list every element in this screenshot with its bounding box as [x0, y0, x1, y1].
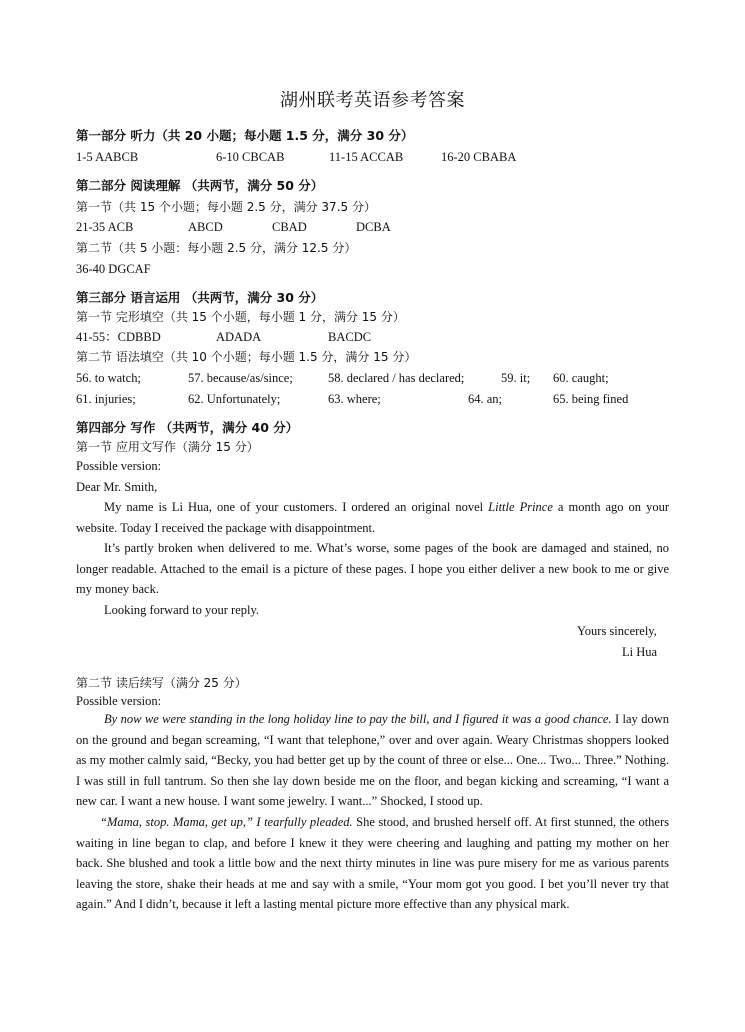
part2-answer-2: ABCD	[188, 220, 223, 234]
part4-section1-heading: 第一节 应用文写作（满分 15 分）	[76, 440, 259, 454]
part2-section1-heading: 第一节（共 15 个小题；每小题 2.5 分，满分 37.5 分）	[76, 200, 376, 214]
grammar-answer-64: 64. an;	[468, 392, 503, 406]
section2-possible-version: Possible version:	[76, 694, 162, 708]
letter-closing: Yours sincerely,	[577, 624, 657, 638]
part1-answer-4: 16-20 CBABA	[441, 150, 517, 164]
part1-answer-1: 1-5 AABCB	[76, 150, 139, 164]
part1-answer-2: 6-10 CBCAB	[216, 150, 285, 164]
part3-section2-heading: 第二节 语法填空（共 10 个小题；每小题 1.5 分，满分 15 分）	[76, 350, 417, 364]
part4-section2-heading: 第二节 读后续写（满分 25 分）	[76, 676, 247, 690]
part4-heading: 第四部分 写作 （共两节，满分 40 分）	[76, 420, 299, 435]
grammar-answer-65: 65. being fined	[553, 392, 629, 406]
grammar-answer-56: 56. to watch;	[76, 371, 141, 385]
letter-paragraph-3: Looking forward to your reply.	[104, 602, 260, 617]
part3-cloze-answer-2: ADADA	[216, 330, 262, 344]
grammar-answer-59: 59. it;	[501, 371, 531, 385]
part3-cloze-answer-1: 41-55：CDBBD	[76, 330, 161, 344]
story-body	[76, 709, 669, 915]
letter-signature: Li Hua	[622, 645, 658, 659]
part2-section2-heading: 第二节（共 5 小题：每小题 2.5 分，满分 12.5 分）	[76, 241, 357, 255]
letter-body	[76, 497, 669, 621]
part2-answer-4: DCBA	[356, 220, 391, 234]
part3-section1-heading: 第一节 完形填空（共 15 个小题，每小题 1 分，满分 15 分）	[76, 310, 405, 324]
grammar-answer-63: 63. where;	[328, 392, 381, 406]
grammar-answer-61: 61. injuries;	[76, 392, 136, 406]
letter-paragraph-1: My name is Li Hua, one of your customers. I ordered an original novel Little Prince a month ago on your website. Today I received the package with disappointment.	[76, 500, 669, 535]
grammar-answer-57: 57. because/as/since;	[188, 371, 293, 385]
part2-section2-answers: 36-40 DGCAF	[76, 262, 151, 276]
part1-answer-3: 11-15 ACCAB	[329, 150, 404, 164]
part3-heading: 第三部分 语言运用 （共两节，满分 30 分）	[76, 290, 324, 305]
grammar-answer-58: 58. declared / has declared;	[328, 371, 465, 385]
part2-heading: 第二部分 阅读理解 （共两节，满分 50 分）	[76, 178, 324, 193]
grammar-answer-62: 62. Unfortunately;	[188, 392, 281, 406]
part2-answer-3: CBAD	[272, 220, 307, 234]
letter-paragraph-2: It’s partly broken when delivered to me. What’s worse, some pages of the book are damaged and stained, no longer readable. Attached to the email is a picture of these pages. I hope you either deliver a new book to me or give my money back.	[76, 541, 669, 597]
story-paragraph-2: “Mama, stop. Mama, get up,” I tearfully pleaded. She stood, and brushed herself off. At first stunned, the others waiting in line began to clap, and before I knew it they were cheering and laughing and patting my mother on her back. She blushed and took a little bow and the next thirty minutes in line was pure misery for me as various parents leaving the store, shake their heads at me and say with a smile, “Your mom got you good. I bet you’ll never try that again.” And I didn’t, because it left a lasting mental picture more effective than any physical mark.	[76, 814, 669, 912]
page-title: 湖州联考英语参考答案	[280, 90, 465, 111]
grammar-answer-60: 60. caught;	[553, 371, 609, 385]
story-paragraph-1: By now we were standing in the long holiday line to pay the bill, and I figured it was a good chance. I lay down on the ground and began screaming, “I want that telephone,” over and over again. Weary Christmas shoppers looked as my mother calmly said, “Becky, you had better get up by the count of three or else... One... Two... Three.” Nothing. I was still in full tantrum. So then she lay down beside me on the floor, and began kicking and screaming, “I want a new car. I want a new house. I want some jewelry. I want...” Shocked, I stood up.	[76, 712, 669, 809]
letter-greeting: Dear Mr. Smith,	[76, 480, 158, 494]
part2-answer-1: 21-35 ACB	[76, 220, 134, 234]
section1-possible-version: Possible version:	[76, 459, 162, 473]
part1-heading: 第一部分 听力（共 20 小题；每小题 1.5 分，满分 30 分）	[76, 128, 414, 143]
book-title: Little Prince	[488, 500, 553, 514]
part3-cloze-answer-3: BACDC	[328, 330, 372, 344]
